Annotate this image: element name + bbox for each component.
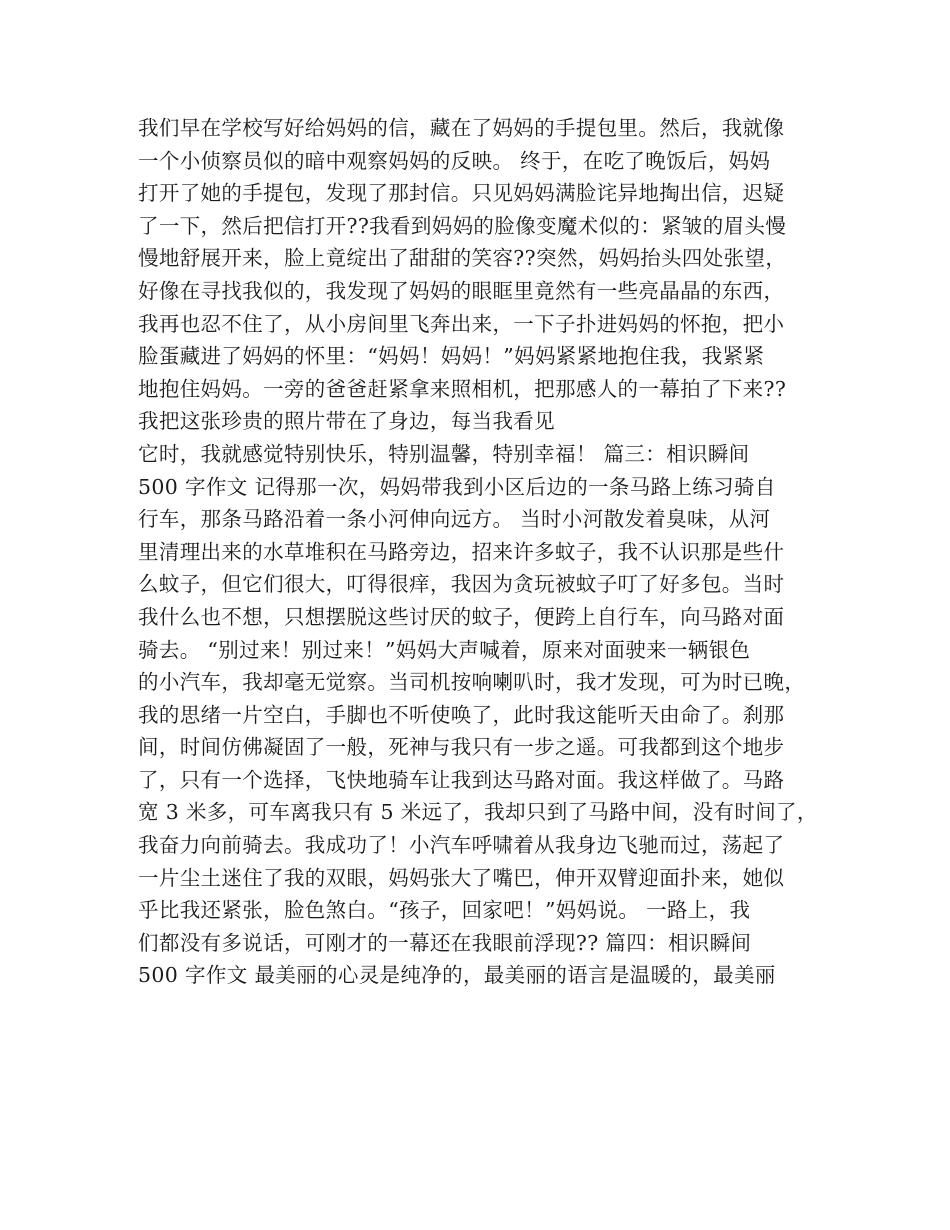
text-line: 我把这张珍贵的照片带在了身边，每当我看见 [138,409,555,434]
text-line: 脸蛋藏进了妈妈的怀里：“妈妈！妈妈！”妈妈紧紧地抱住我，我紧紧 [138,344,765,369]
text-line: 打开了她的手提包，发现了那封信。只见妈妈满脸诧异地掏出信，迟疑 [138,181,785,206]
text-line: 我再也忍不住了，从小房间里飞奔出来，一下子扑进妈妈的怀抱，把小 [138,311,785,336]
text-line: 一片尘土迷住了我的双眼，妈妈张大了嘴巴，伸开双臂迎面扑来，她似 [138,865,785,890]
text-line: 我奋力向前骑去。我成功了！小汽车呼啸着从我身边飞驰而过，荡起了 [138,833,785,858]
text-line: 骑去。 “别过来！别过来！”妈妈大声喊着，原来对面驶来一辆银色 [138,637,751,662]
text-line: 间，时间仿佛凝固了一般，死神与我只有一步之遥。可我都到这个地步 [138,735,785,760]
text-line: 我什么也不想，只想摆脱这些讨厌的蚊子，便跨上自行车，向马路对面 [138,604,785,629]
text-line: 宽 3 米多，可车离我只有 5 米远了，我却只到了马路中间，没有时间了， [138,800,818,825]
text-line: 500 字作文 记得那一次，妈妈带我到小区后边的一条马路上练习骑自 [138,474,776,499]
text-line: 我们早在学校写好给妈妈的信，藏在了妈妈的手提包里。然后，我就像 [138,116,785,140]
text-line: 行车，那条马路沿着一条小河伸向远方。 当时小河散发着臭味，从河 [138,507,771,532]
text-line: 500 字作文 最美丽的心灵是纯净的，最美丽的语言是温暖的，最美丽 [138,963,776,988]
text-line: 一个小侦察员似的暗中观察妈妈的反映。 终于，在吃了晚饭后，妈妈 [138,148,771,173]
text-line: 地抱住妈妈。一旁的爸爸赶紧拿来照相机，把那感人的一幕拍了下来?? [138,376,787,401]
text-line: 好像在寻找我似的，我发现了妈妈的眼眶里竟然有一些亮晶晶的东西， [138,278,785,303]
text-line: 的小汽车，我却毫无觉察。当司机按响喇叭时，我才发现，可为时已晚， [138,670,806,695]
text-line: 们都没有多说话，可刚才的一幕还在我眼前浮现?? 篇四：相识瞬间 [138,930,752,955]
text-line: 乎比我还紧张，脸色煞白。“孩子，回家吧！”妈妈说。 一路上，我 [138,898,751,923]
text-line: 了一下，然后把信打开??我看到妈妈的脸像变魔术似的：紧皱的眉头慢 [138,213,787,238]
text-line: 了，只有一个选择，飞快地骑车让我到达马路对面。我这样做了。马路 [138,767,785,792]
text-line: 我的思绪一片空白，手脚也不听使唤了，此时我这能听天由命了。刹那 [138,702,785,727]
body-text [138,112,818,992]
text-line: 慢地舒展开来，脸上竟绽出了甜甜的笑容??突然，妈妈抬头四处张望， [138,246,787,271]
text-line: 么蚊子，但它们很大，叮得很痒，我因为贪玩被蚊子叮了好多包。当时 [138,572,785,597]
text-line: 里清理出来的水草堆积在马路旁边，招来许多蚊子，我不认识那是些什 [138,539,785,564]
text-line: 它时，我就感觉特别快乐，特别温馨，特别幸福！ 篇三：相识瞬间 [138,441,750,466]
